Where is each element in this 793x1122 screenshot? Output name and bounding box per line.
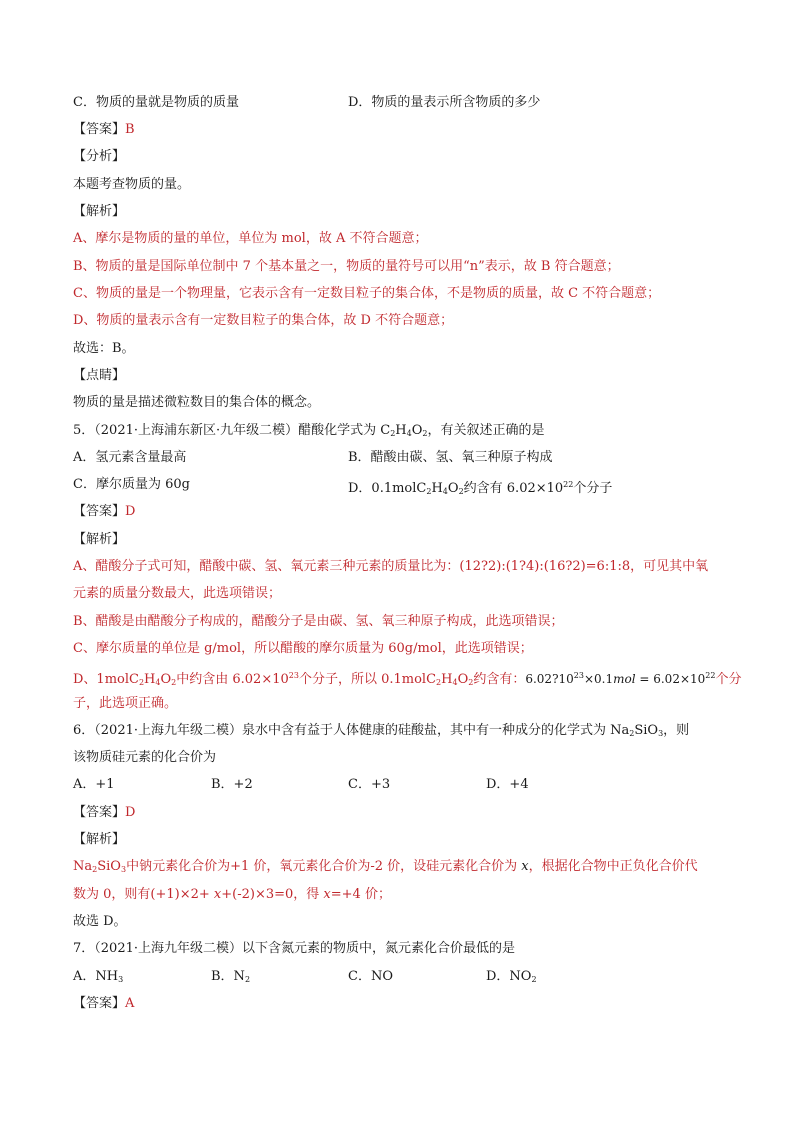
q4-explain-tag: 【解析】 bbox=[73, 204, 126, 219]
answer-tag: 【答案】 bbox=[73, 805, 126, 820]
q6-stem-1: 6．（2021·上海九年级二模）泉水中含有益于人体健康的硅酸盐，其中有一种成分的化学式为 $Na_2SiO_3$，则 bbox=[73, 723, 690, 738]
q5-explain-a1: A、醋酸分子式可知，醋酸中碳、氢、氧元素三种元素的质量比为：(12?2):(1?4):(16?2)=6:1:8，可见其中氧 bbox=[73, 559, 709, 574]
q5-explain-d2: 子，此选项正确。 bbox=[73, 696, 178, 711]
q7-answer bbox=[73, 995, 134, 1013]
q6-option-d: D．+4 bbox=[486, 777, 529, 792]
q7-option-b: B．$N_2$ bbox=[211, 969, 251, 984]
q6-option-a: A．+1 bbox=[73, 777, 115, 792]
q4-point-tag: 【点睛】 bbox=[73, 368, 126, 383]
q6-option-b: B．+2 bbox=[211, 777, 253, 792]
q4-explain-a: A、摩尔是物质的量的单位，单位为 mol，故 A 不符合题意； bbox=[73, 231, 428, 246]
q5-option-d: D．$0.1molC_2H_4O_2$约含有 $6.02\times 10^{22}$个分子 bbox=[348, 480, 613, 496]
q7-option-d: D．$NO_2$ bbox=[486, 969, 537, 984]
q5-option-b: B．醋酸由碳、氢、氧三种原子构成 bbox=[348, 450, 553, 465]
q4-option-c: C．物质的量就是物质的质量 bbox=[73, 95, 239, 110]
q4-answer bbox=[73, 121, 135, 139]
answer-tag: 【答案】 bbox=[73, 122, 126, 137]
q5-explain-a2: 元素的质量分数最大，此选项错误； bbox=[73, 586, 282, 601]
q4-analysis-tag: 【分析】 bbox=[73, 149, 126, 164]
q4-explain-b: B、物质的量是国际单位制中 7 个基本量之一，物质的量符号可以用“n”表示，故 B 符合题意； bbox=[73, 259, 620, 274]
q5-explain-c: C、摩尔质量的单位是 g/mol，所以醋酸的摩尔质量为 60g/mol，此选项错误； bbox=[73, 641, 533, 656]
q5-formula: $6.02?10^{23}\times 0.1mol = 6.02\times 10^{22}$ bbox=[525, 671, 716, 686]
q5-explain-b: B、醋酸是由醋酸分子构成的，醋酸分子是由碳、氢、氧三种原子构成，此选项错误； bbox=[73, 614, 564, 629]
q6-explain-tag: 【解析】 bbox=[73, 832, 126, 847]
answer-value: D bbox=[125, 504, 136, 519]
q5-option-c: C．摩尔质量为 60g bbox=[73, 477, 190, 492]
q7-option-c: C．NO bbox=[348, 969, 393, 984]
q5-answer bbox=[73, 503, 135, 521]
answer-value: D bbox=[125, 805, 136, 820]
q4-option-d: D．物质的量表示所含物质的多少 bbox=[348, 95, 541, 110]
q4-explain-d: D、物质的量表示含有一定数目粒子的集合体，故 D 不符合题意； bbox=[73, 313, 454, 328]
q5-explain-d: D、$1molC_2H_4O_2$中约含由 $6.02\times 10^{23}$个分子，所以 $0.1molC_2H_4O_2$约含有：$6.02?10^{23}\times 0.1mol = 6.02\times 10^{22}$个分 bbox=[73, 671, 742, 687]
q5-stem: 5．（2021·上海浦东新区·九年级二模）醋酸化学式为 $C_2H_4O_2$，有关叙述正确的是 bbox=[73, 423, 545, 438]
q6-explain-2: 数为 0，则有(+1)×2+ x+(-2)×3=0，得 x=+4 价； bbox=[73, 887, 391, 902]
q6-answer bbox=[73, 804, 135, 822]
q7-option-a: A．$NH_3$ bbox=[73, 969, 124, 984]
q6-stem-2: 该物质硅元素的化合价为 bbox=[73, 750, 217, 765]
answer-value: B bbox=[125, 122, 135, 137]
answer-tag: 【答案】 bbox=[73, 504, 126, 519]
q5-explain-tag: 【解析】 bbox=[73, 532, 126, 547]
q5-option-a: A．氢元素含量最高 bbox=[73, 450, 187, 465]
q4-conclusion: 故选：B。 bbox=[73, 341, 135, 356]
q4-explain-c: C、物质的量是一个物理量，它表示含有一定数目粒子的集合体，不是物质的质量，故 C 不符合题意； bbox=[73, 286, 661, 301]
answer-value: A bbox=[125, 996, 135, 1011]
answer-tag: 【答案】 bbox=[73, 996, 126, 1011]
q4-analysis: 本题考查物质的量。 bbox=[73, 177, 191, 192]
q4-point: 物质的量是描述微粒数目的集合体的概念。 bbox=[73, 395, 321, 410]
q6-option-c: C．+3 bbox=[348, 777, 391, 792]
q6-conclusion: 故选 D。 bbox=[73, 914, 127, 929]
q7-stem: 7．（2021·上海九年级二模）以下含氮元素的物质中，氮元素化合价最低的是 bbox=[73, 941, 515, 956]
q6-explain-1: $Na_2SiO_3$中钠元素化合价为+1 价，氧元素化合价为-2 价，设硅元素化合价为 x，根据化合物中正负化合价代 bbox=[73, 859, 698, 874]
